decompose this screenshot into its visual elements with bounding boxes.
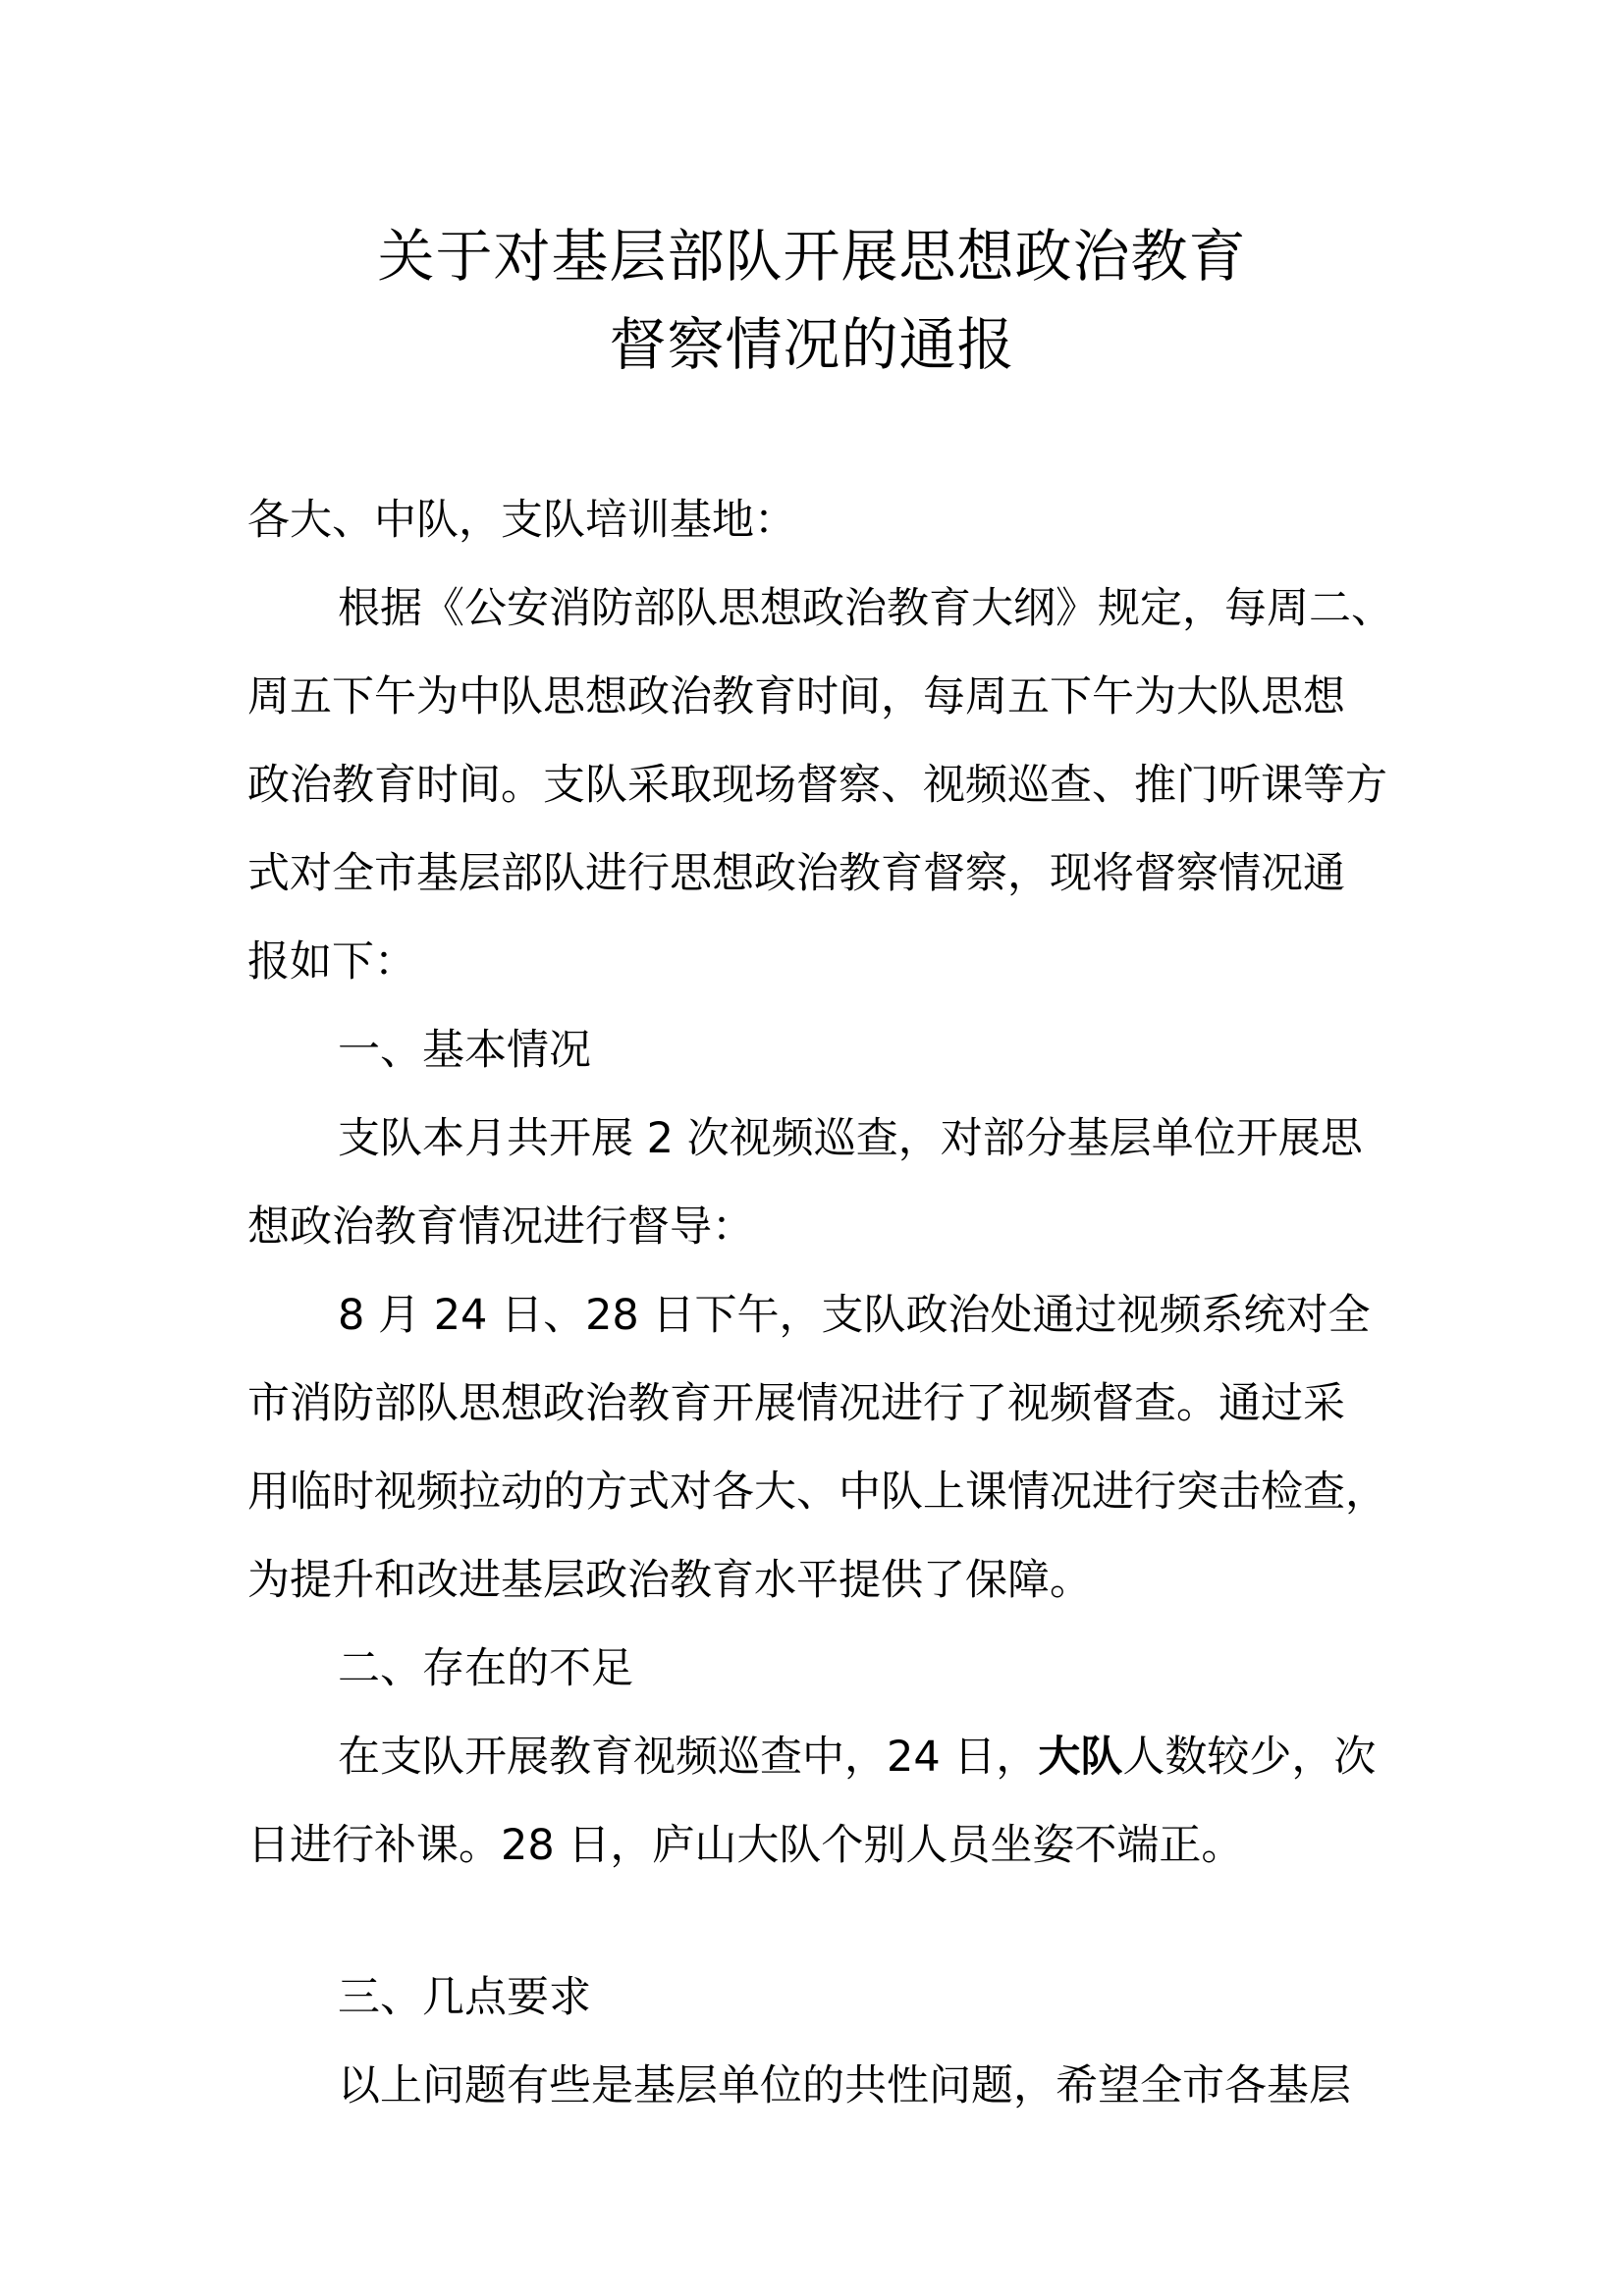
section-heading-text: 三、几点要求 — [338, 1973, 591, 2022]
section-3-heading — [247, 1953, 1401, 2042]
section-1-paragraph-2 — [247, 1271, 1401, 1625]
section-2-heading — [247, 1625, 1401, 1713]
section-3-paragraph — [247, 2042, 1401, 2130]
section-2-paragraph — [247, 1713, 1401, 1890]
paragraph-line: 市消防部队思想政治教育开展情况进行了视频督查。通过采 — [247, 1379, 1345, 1428]
paragraph-line: 式对全市基层部队进行思想政治教育督察，现将督察情况通 — [247, 849, 1345, 898]
paragraph-line: 为提升和改进基层政治教育水平提供了保障。 — [247, 1556, 1092, 1605]
text-run: 人数较少，次 — [1122, 1733, 1377, 1782]
paragraph-line: 报如下： — [247, 937, 416, 987]
paragraph-line: 日进行补课。28 日，庐山大队个别人员坐姿不端正。 — [247, 1821, 1244, 1870]
document-title-line-1: 关于对基层部队开展思想政治教育 — [377, 223, 1247, 290]
paragraph-line: 以上问题有些是基层单位的共性问题，希望全市各基层 — [338, 2061, 1351, 2110]
salutation — [247, 476, 1401, 564]
text-run: 在支队开展教育视频巡查中，24 日， — [338, 1733, 1039, 1782]
paragraph-line — [247, 1713, 1401, 1801]
paragraph-line: 用临时视频拉动的方式对各大、中队上课情况进行突击检查， — [247, 1468, 1387, 1517]
salutation-text: 各大、中队，支队培训基地： — [247, 496, 796, 545]
section-heading-text: 二、存在的不足 — [338, 1644, 633, 1693]
paragraph-line: 周五下午为中队思想政治教育时间，每周五下午为大队思想 — [247, 672, 1345, 721]
paragraph-line: 想政治教育情况进行督导： — [247, 1202, 754, 1252]
bold-text-run: 大队 — [1038, 1733, 1123, 1782]
section-1-paragraph-1 — [247, 1095, 1401, 1271]
paragraph-line: 支队本月共开展 2 次视频巡查，对部分基层单位开展思 — [338, 1114, 1363, 1163]
intro-paragraph — [247, 564, 1401, 1006]
paragraph-line: 根据《公安消防部队思想政治教育大纲》规定，每周二、 — [338, 584, 1393, 633]
paragraph-line: 政治教育时间。支队采取现场督察、视频巡查、推门听课等方 — [247, 761, 1387, 810]
section-1-heading — [247, 1006, 1401, 1095]
document-title-line-2: 督察情况的通报 — [609, 311, 1015, 378]
section-heading-text: 一、基本情况 — [338, 1026, 591, 1075]
paragraph-line: 8 月 24 日、28 日下午，支队政治处通过视频系统对全 — [338, 1291, 1371, 1340]
